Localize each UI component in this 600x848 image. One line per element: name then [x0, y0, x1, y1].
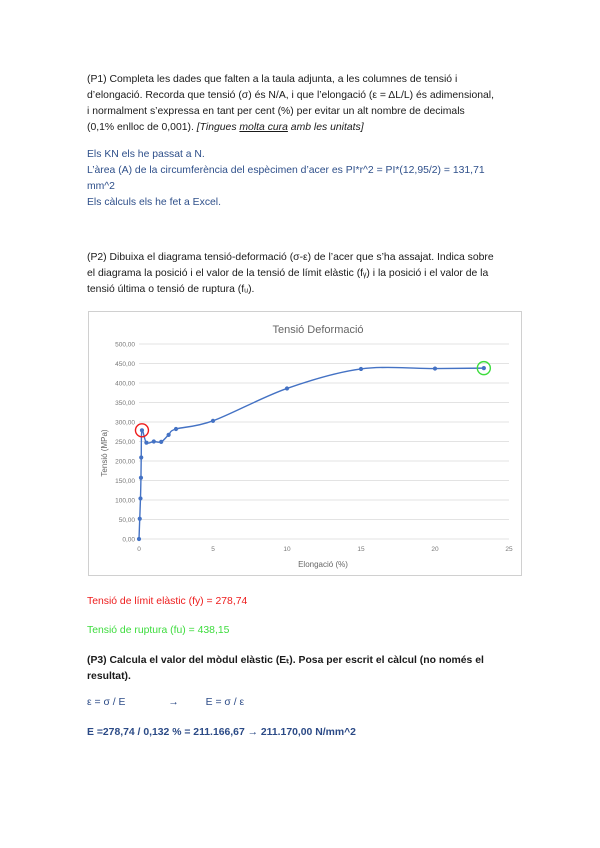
data-point — [482, 366, 486, 370]
y-tick-label: 200,00 — [115, 458, 135, 466]
p1-italic-underline: molta cura — [239, 122, 288, 133]
data-point — [285, 386, 289, 390]
data-point — [174, 427, 178, 431]
x-tick-label: 5 — [211, 546, 215, 553]
chart-svg — [89, 312, 521, 575]
p1-question — [87, 72, 517, 136]
data-point — [167, 433, 171, 437]
p2-line: el diagrama la posició i el valor de la tensió de límit elàstic (fᵧ) i la posició i el valor de la — [87, 268, 489, 279]
x-tick-label: 20 — [431, 546, 439, 553]
stress-strain-curve — [139, 367, 484, 539]
data-points — [137, 366, 486, 541]
formula-line — [87, 695, 517, 711]
p1-line — [87, 120, 517, 136]
y-tick-label: 350,00 — [115, 400, 135, 407]
p1-line: (P1) Completa les dades que falten a la taula adjunta, a les columnes de tensió i — [87, 74, 458, 85]
p1-answer — [87, 147, 517, 211]
calculation-line — [87, 725, 517, 741]
answer-line: mm^2 — [87, 181, 115, 192]
p3-line: resultat). — [87, 671, 131, 682]
formula-strain: ε = σ / E — [87, 697, 126, 708]
yield-strength-result: Tensió de límit elàstic (fy) = 278,74 — [87, 596, 248, 607]
p3-line: (P3) Calcula el valor del mòdul elàstic (Eₜ). Posa per escrit el càlcul (no només el — [87, 655, 484, 666]
data-point — [140, 428, 144, 432]
data-point — [138, 496, 142, 500]
data-point — [139, 476, 143, 480]
highlight-markers — [135, 362, 490, 437]
x-tick-label: 15 — [357, 546, 365, 553]
y-axis-label: Tensió (MPa) — [100, 429, 109, 477]
p2-line: tensió última o tensió de ruptura (fᵤ). — [87, 284, 255, 295]
y-tick-label: 150,00 — [115, 478, 135, 485]
ultimate-strength-result: Tensió de ruptura (fu) = 438,15 — [87, 625, 230, 636]
stress-strain-chart — [88, 311, 522, 576]
chart-title: Tensió Deformació — [272, 324, 364, 336]
y-tick-label: 400,00 — [115, 380, 135, 388]
p1-text: (0,1% enlloc de 0,001). — [87, 122, 197, 133]
y-tick-label: 450,00 — [115, 361, 135, 368]
data-point — [137, 537, 141, 541]
x-tick-label: 10 — [283, 546, 291, 553]
gridlines — [139, 344, 509, 539]
p2-question — [87, 250, 517, 298]
p3-question — [87, 653, 517, 685]
data-point — [359, 367, 363, 371]
data-point — [159, 440, 163, 444]
y-tick-label: 50,00 — [118, 517, 135, 524]
data-point — [138, 517, 142, 521]
y-tick-label: 100,00 — [115, 497, 135, 505]
formula-modulus: E = σ / ε — [205, 697, 245, 708]
y-tick-label: 300,00 — [115, 419, 135, 427]
x-tick-label: 25 — [505, 546, 513, 553]
x-tick-label: 0 — [137, 546, 141, 553]
y-tick-labels — [115, 342, 135, 544]
data-point — [139, 455, 143, 459]
data-point — [144, 441, 148, 445]
calculation-text: E =278,74 / 0,132 % = 211.166,67 → — [87, 727, 261, 738]
p1-line: d’elongació. Recorda que tensió (σ) és N/A, i que l’elongació (ε = ΔL/L) és adimensional, — [87, 90, 494, 101]
answer-line: Els càlculs els he fet a Excel. — [87, 197, 221, 208]
y-tick-label: 0,00 — [122, 536, 135, 544]
y-tick-label: 250,00 — [115, 439, 135, 446]
arrow-icon: → — [168, 697, 179, 708]
data-point — [211, 419, 215, 423]
data-point — [152, 439, 156, 443]
p2-line: (P2) Dibuixa el diagrama tensió-deformació (σ-ε) de l’acer que s’ha assajat. Indica sobre — [87, 252, 494, 263]
answer-line: L’àrea (A) de la circumferència del espècimen d’acer es PI*r^2 = PI*(12,95/2) = 131,71 — [87, 165, 485, 176]
y-tick-label: 500,00 — [115, 341, 135, 349]
p1-italic-note-end: amb les unitats] — [287, 122, 364, 133]
calculation-result: 211.170,00 N/mm^2 — [260, 727, 356, 738]
x-tick-labels — [137, 546, 513, 553]
x-axis-label: Elongació (%) — [298, 560, 348, 569]
data-point — [433, 366, 437, 370]
p1-line: i normalment s’expressa en tant per cent (%) per evitar un alt nombre de decimals — [87, 106, 465, 117]
answer-line: Els KN els he passat a N. — [87, 149, 205, 160]
p1-italic-note: [Tingues — [196, 122, 240, 133]
